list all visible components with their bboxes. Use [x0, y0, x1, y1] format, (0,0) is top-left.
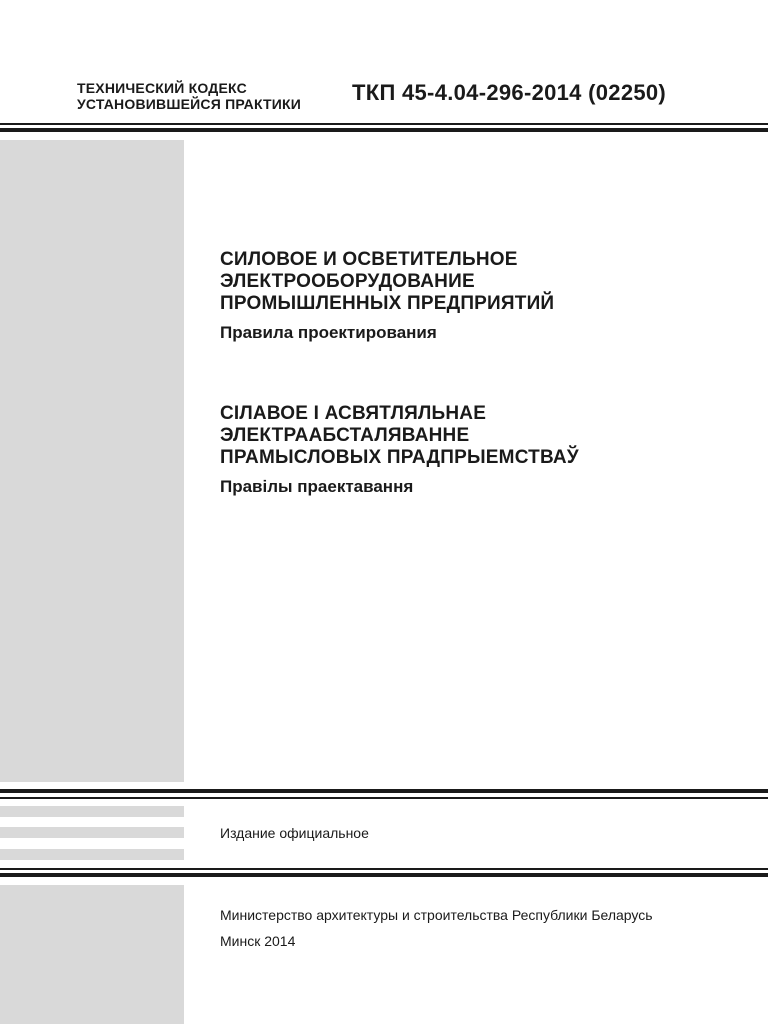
title-ru-line1: СИЛОВОЕ И ОСВЕТИТЕЛЬНОЕ — [220, 249, 518, 270]
side-panel-bottom — [0, 885, 184, 1024]
title-by-line3: ПРАМЫСЛОВЫХ ПРАДПРЫЕМСТВАЎ — [220, 447, 579, 468]
top-rule-thick — [0, 128, 768, 132]
code-type-line2: УСТАНОВИВШЕЙСЯ ПРАКТИКИ — [77, 96, 302, 112]
low-rule-thick — [0, 873, 768, 877]
stripe-1 — [0, 806, 184, 817]
mid-rule-thick — [0, 789, 768, 793]
top-rule-thin — [0, 123, 768, 125]
title-ru-line2: ЭЛЕКТРООБОРУДОВАНИЕ — [220, 271, 475, 292]
subtitle-by: Правілы праектавання — [220, 477, 414, 496]
code-type — [77, 80, 301, 112]
stripe-2 — [0, 827, 184, 838]
title-ru — [220, 249, 554, 343]
publisher: Министерство архитектуры и строительства Республики Беларусь — [220, 907, 653, 923]
mid-rule-thin — [0, 797, 768, 799]
title-by — [220, 403, 579, 497]
side-panel-main — [0, 140, 184, 782]
edition-label: Издание официальное — [220, 825, 369, 841]
code-type-line1: ТЕХНИЧЕСКИЙ КОДЕКС — [77, 80, 247, 96]
standard-designation: ТКП 45-4.04-296-2014 (02250) — [352, 80, 667, 105]
title-by-line2: ЭЛЕКТРААБСТАЛЯВАННЕ — [220, 425, 470, 446]
stripe-3 — [0, 849, 184, 860]
low-rule-thin — [0, 868, 768, 870]
title-by-line1: СІЛАВОЕ І АСВЯТЛЯЛЬНАЕ — [220, 403, 487, 424]
title-ru-line3: ПРОМЫШЛЕННЫХ ПРЕДПРИЯТИЙ — [220, 293, 555, 314]
place-year: Минск 2014 — [220, 933, 296, 949]
subtitle-ru: Правила проектирования — [220, 323, 437, 342]
